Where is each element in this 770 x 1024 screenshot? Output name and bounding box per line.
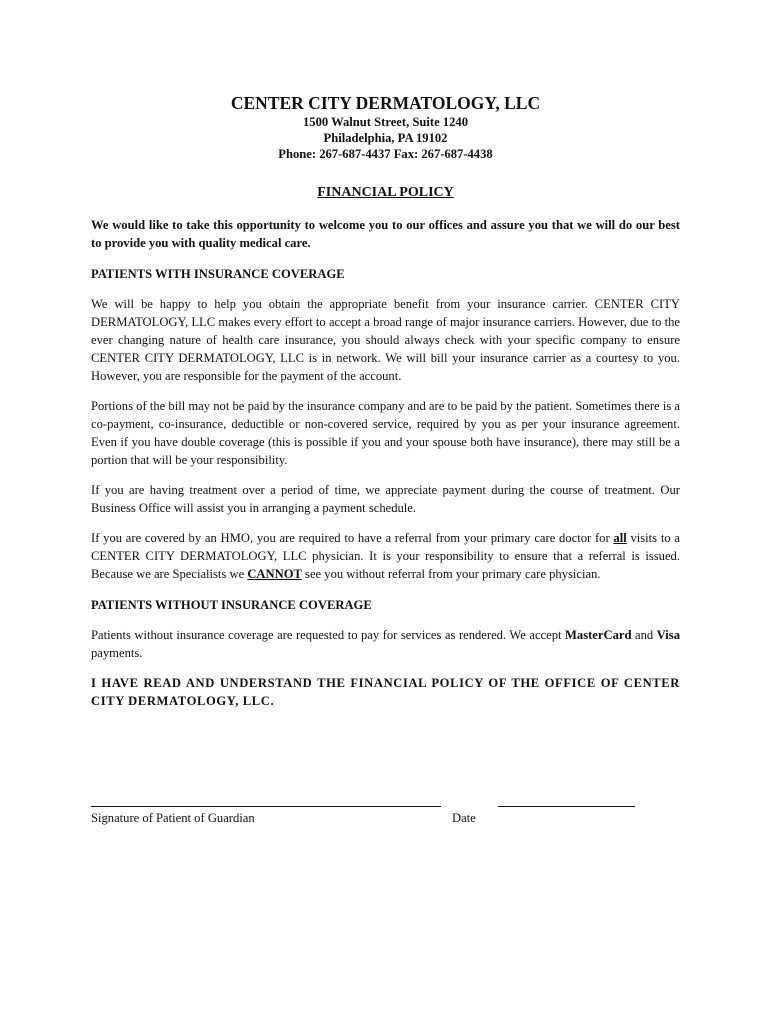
and-text: and [631, 628, 657, 642]
document-content [91, 92, 680, 710]
company-name: CENTER CITY DERMATOLOGY, LLC [230, 93, 541, 113]
signature-line[interactable] [91, 806, 441, 807]
acknowledgement: I HAVE READ AND UNDERSTAND THE FINANCIAL POLICY OF THE OFFICE OF CENTER CITY DERMATOLOGY, LLC. [91, 676, 680, 708]
insured-paragraph-2: Portions of the bill may not be paid by the insurance company and are to be paid by the patient. Sometimes there is a co-payment, co-insurance, deductible or non-covered service, required by you as per your insurance agreement. Even if you have double coverage (this is possible if you and your spouse both have insurance), there may still be a portion that will be your responsibility. [91, 399, 680, 467]
address-line-1: 1500 Walnut Street, Suite 1240 [302, 115, 468, 129]
insured-heading: PATIENTS WITH INSURANCE COVERAGE [91, 267, 345, 281]
hmo-text-c: see you without referral from your primary care physician. [301, 567, 601, 581]
payments-text: payments. [91, 646, 143, 660]
hmo-paragraph [91, 529, 680, 583]
signature-area [91, 792, 651, 832]
signature-label: Signature of Patient of Guardian [91, 811, 255, 825]
mastercard-text: MasterCard [565, 628, 632, 642]
insured-paragraph-1: We will be happy to help you obtain the appropriate benefit from your insurance carrier. CENTER CITY DERMATOLOGY, LLC makes every effort to accept a broad range of major insurance carriers. However, due to the ever changing nature of health care insurance, you should always check with your specific company to ensure CENTER CITY DERMATOLOGY, LLC is in network. We will bill your insurance carrier as a courtesy to you. However, you are responsible for the payment of the account. [91, 297, 680, 383]
policy-title: FINANCIAL POLICY [317, 185, 454, 200]
emphasis-cannot: CANNOT [247, 567, 302, 581]
address-line-2: Philadelphia, PA 19102 [323, 131, 448, 145]
uninsured-text-a: Patients without insurance coverage are requested to pay for services as rendered. We accept [91, 628, 566, 642]
letterhead [91, 92, 680, 162]
insured-paragraph-3: If you are having treatment over a period of time, we appreciate payment during the course of treatment. Our Business Office will assist you in arranging a payment schedule. [91, 483, 680, 515]
uninsured-heading: PATIENTS WITHOUT INSURANCE COVERAGE [91, 598, 372, 612]
welcome-text: We would like to take this opportunity to welcome you to our offices and assure you that we will do our best to provide you with quality medical care. [91, 218, 680, 250]
phone-fax: Phone: 267-687-4437 Fax: 267-687-4438 [278, 147, 493, 161]
hmo-text-a: If you are covered by an HMO, you are required to have a referral from your primary care doctor for [91, 531, 614, 545]
date-line[interactable] [498, 806, 635, 807]
visa-text: Visa [656, 628, 680, 642]
date-label: Date [452, 811, 476, 825]
hmo-text-b: visits to a CENTER CITY DERMATOLOGY, LLC physician. It is your responsibility to ensure that a referral is issued. Because we are Specialists we [91, 531, 680, 581]
emphasis-all: all [613, 531, 627, 545]
uninsured-paragraph [91, 626, 680, 662]
